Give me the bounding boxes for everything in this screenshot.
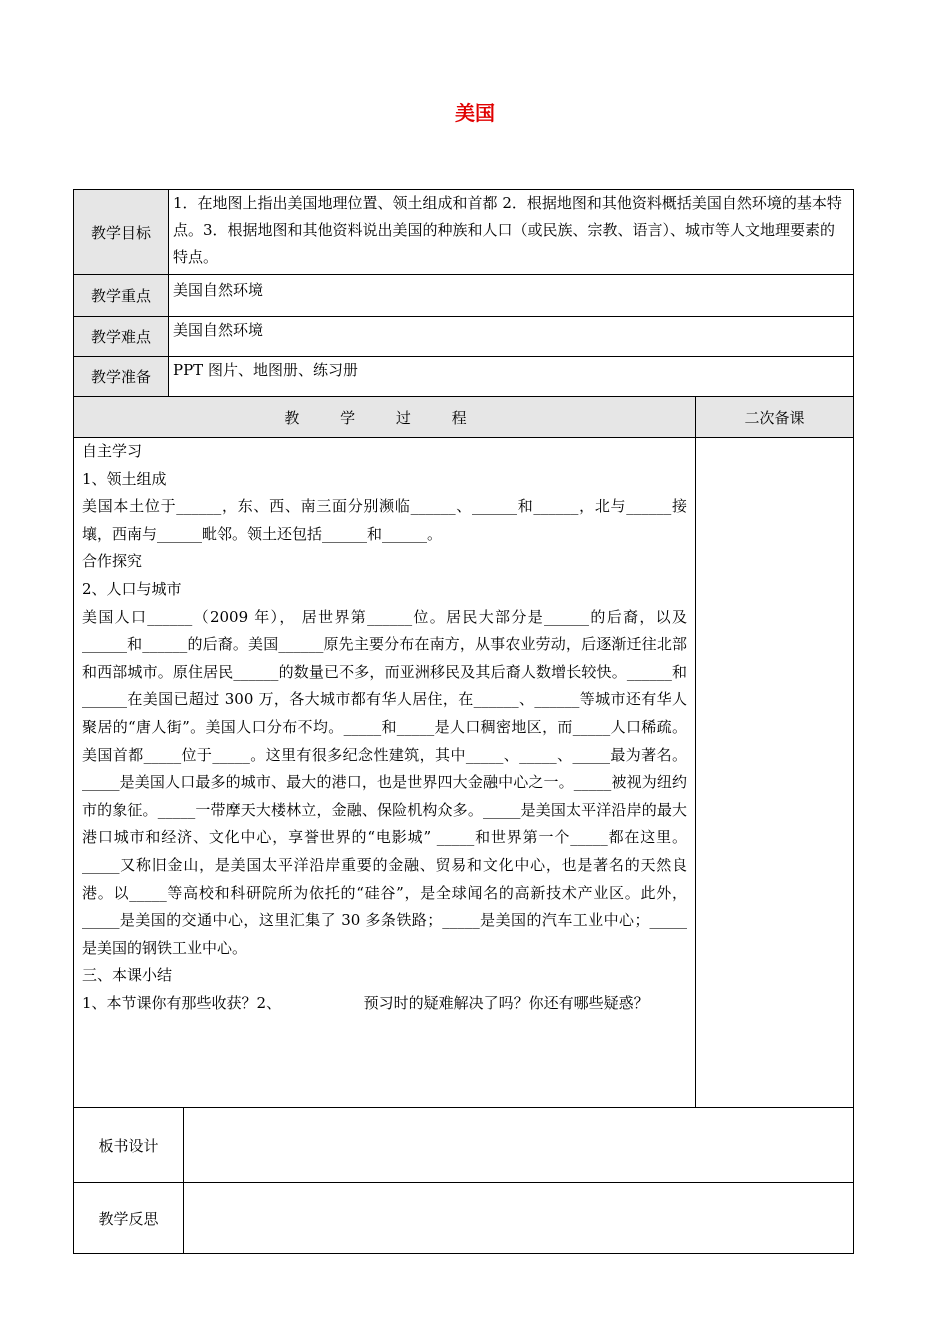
board-design-label: 板书设计 xyxy=(98,1136,159,1155)
difficulties-text: 美国自然环境 xyxy=(173,321,264,339)
difficulties-content-cell xyxy=(168,316,854,357)
key-points-label-cell xyxy=(73,274,169,317)
difficulties-label: 教学难点 xyxy=(90,328,151,346)
objectives-label: 教学目标 xyxy=(90,223,151,242)
secondary-header: 二次备课 xyxy=(744,408,805,427)
board-design-label-cell xyxy=(73,1107,184,1183)
self-study-heading: 自主学习 xyxy=(82,442,143,460)
reflection-content-cell xyxy=(183,1182,854,1254)
key-points-label: 教学重点 xyxy=(90,287,151,305)
page-title: 美国 xyxy=(455,101,495,125)
difficulties-label-cell xyxy=(73,316,169,357)
objectives-text: 1．在地图上指出美国地理位置、领土组成和首都 2．根据地图和其他资料概括美国自然环境的基本特点。3．根据地图和其他资料说出美国的种族和人口（或民族、宗教、语言）、城市等人文地理要素的特点。 xyxy=(173,194,842,266)
preparation-label: 教学准备 xyxy=(90,368,151,386)
objectives-label-cell xyxy=(73,189,169,275)
reflection-label-cell xyxy=(73,1182,184,1254)
population-heading: 2、人口与城市 xyxy=(82,579,182,598)
secondary-notes-cell xyxy=(695,437,854,1108)
preparation-label-cell xyxy=(73,356,169,397)
summary-text: 1、本节课你有那些收获？2、 预习时的疑难解决了吗？你还有哪些疑惑？ xyxy=(82,993,649,1012)
preparation-text: PPT 图片、地图册、练习册 xyxy=(173,361,358,379)
secondary-header-cell xyxy=(695,396,854,438)
territory-heading: 1、领土组成 xyxy=(82,469,167,488)
population-text: 美国人口______（2009 年）， 居世界第______位。居民大部分是______的后裔，以及______和______的后裔。美国______原先主要分布在南方，从事农业劳动，后逐渐迁往北部和西部城市。原住居民______的数量已不多，而亚洲移民及其后裔人数增长较快。______和______在美国已超过 300 万，各大城市都有华人居住，在______、______等城市还有华人聚居的“唐人街”。美国人口分布不均。_____和_____是人口稠密地区，而_____人口稀疏。美国首都_____位于_____。这里有很多纪念性建筑，其中_____、_____、_____最为著名。_____是美国人口最多的城市、最大的港口，也是世界四大金融中心之一。_____被视为纽约市的象征。_____一带摩天大楼林立，金融、保险机构众多。_____是美国太平洋沿岸的最大港口城市和经济、文化中心，享誉世界的“电影城” _____和世界第一个_____都在这里。_____又称旧金山，是美国太平洋沿岸重要的金融、贸易和文化中心，也是著名的天然良港。以_____等高校和科研院所为依托的“硅谷”，是全球闻名的高新技术产业区。此外，_____是美国的交通中心，这里汇集了 30 多条铁路；_____是美国的汽车工业中心；_____是美国的钢铁工业中心。 xyxy=(82,607,687,957)
reflection-label: 教学反思 xyxy=(98,1209,159,1228)
process-header-cell xyxy=(73,396,696,438)
objectives-content-cell xyxy=(168,189,854,275)
process-header: 教 学 过 程 xyxy=(284,408,485,427)
cooperative-heading: 合作探究 xyxy=(82,552,143,571)
key-points-content-cell xyxy=(168,274,854,317)
summary-heading: 三、本课小结 xyxy=(82,966,173,985)
board-design-content-cell xyxy=(183,1107,854,1183)
territory-text: 美国本土位于______，东、西、南三面分别濒临______、______和______，北与______接壤，西南与______毗邻。领土还包括______和______。 xyxy=(82,497,687,543)
process-body-cell xyxy=(73,437,696,1108)
preparation-content-cell xyxy=(168,356,854,397)
key-points-text: 美国自然环境 xyxy=(173,281,264,299)
